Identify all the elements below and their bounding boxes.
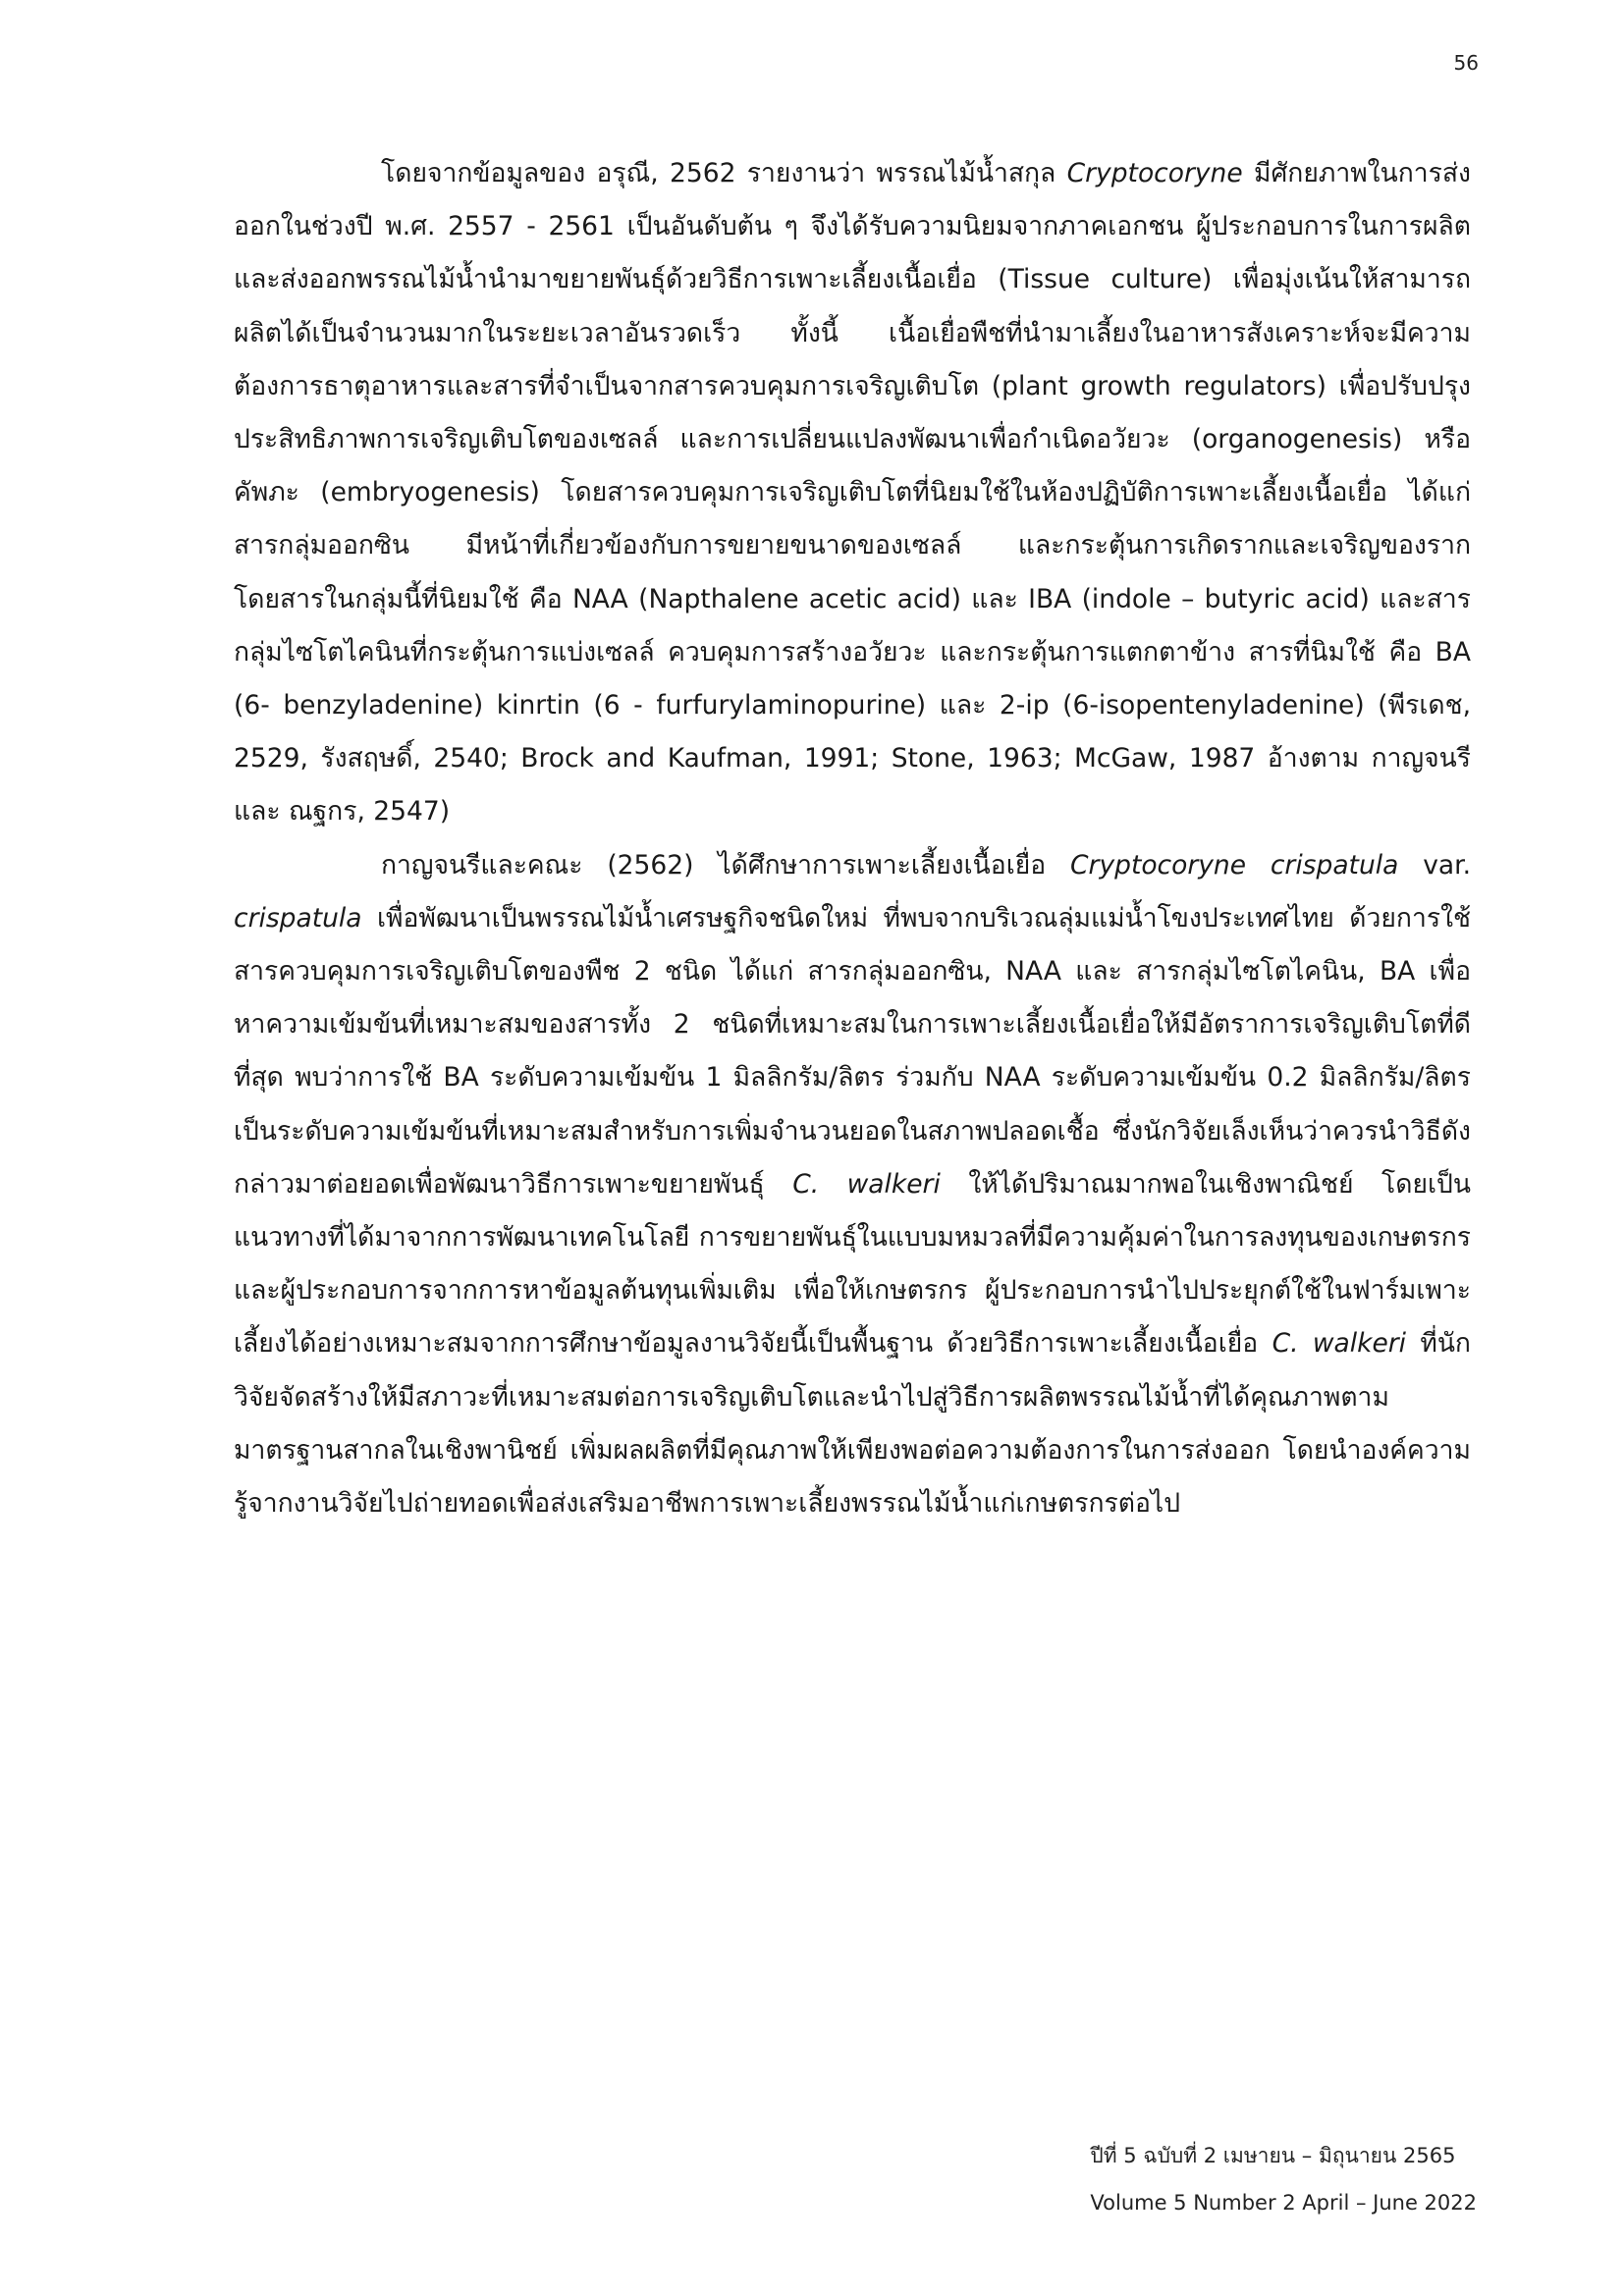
page-number: 56: [1453, 51, 1479, 75]
text-run: กาญจนรีและคณะ (2562) ได้ศึกษาการเพาะเลี้ยงเนื้อเยื่อ: [381, 849, 1071, 881]
body-text: [234, 147, 1471, 1530]
text-run-italic: crispatula: [234, 902, 362, 934]
footer-issue-thai: ปีที่ 5 ฉบับที่ 2 เมษายน – มิถุนายน 2565: [1090, 2144, 1456, 2167]
text-run: โดยจากข้อมูลของ อรุณี, 2562 รายงานว่า พรรณไม้น้ำสกุล: [381, 158, 1067, 188]
paragraph: [234, 839, 1471, 1531]
footer-issue-english: Volume 5 Number 2 April – June 2022: [1090, 2191, 1477, 2215]
text-run: ให้ได้ปริมาณมากพอในเชิงพาณิชย์ โดยเป็นแนวทางที่ได้มาจากการพัฒนาเทคโนโลยี การขยายพันธุ์ในแบบมหมวลที่มีความคุ้มค่าในการลงทุนของเกษตรกรและผู้ประกอบการจากการหาข้อมูลต้นทุนเพิ่มเติม เพื่อให้เกษตรกร ผู้ประกอบการนำไปประยุกต์ใช้ในฟาร์มเพาะเลี้ยงได้อย่างเหมาะสมจากการศึกษาข้อมูลงานวิจัยนี้เป็นพื้นฐาน ด้วยวิธีการเพาะเลี้ยงเนื้อเยื่อ: [234, 1168, 1471, 1360]
paragraph: [234, 147, 1471, 839]
text-run-italic: C. walkeri: [792, 1168, 941, 1200]
text-run-italic: Cryptocoryne crispatula: [1070, 849, 1399, 881]
text-run: เพื่อพัฒนาเป็นพรรณไม้น้ำเศรษฐกิจชนิดใหม่ ที่พบจากบริเวณลุ่มแม่น้ำโขงประเทศไทย ด้วยการใช้สารควบคุมการเจริญเติบโตของพืช 2 ชนิด ได้แก่ สารกลุ่มออกซิน, NAA และ สารกลุ่มไซโตไคนิน, BA เพื่อหาความเข้มข้นที่เหมาะสมของสารทั้ง 2 ชนิดที่เหมาะสมในการเพาะเลี้ยงเนื้อเยื่อให้มีอัตราการเจริญเติบโตที่ดีที่สุด พบว่าการใช้ BA ระดับความเข้มข้น 1 มิลลิกรัม/ลิตร ร่วมกับ NAA ระดับความเข้มข้น 0.2 มิลลิกรัม/ลิตร เป็นระดับความเข้มข้นที่เหมาะสมสำหรับการเพิ่มจำนวนยอดในสภาพปลอดเชื้อ ซึ่งนักวิจัยเล็งเห็นว่าควรนำวิธีดังกล่าวมาต่อยอดเพื่อพัฒนาวิธีการเพาะขยายพันธุ์: [234, 902, 1471, 1200]
text-run: var.: [1398, 849, 1471, 881]
text-run-italic: Cryptocoryne: [1066, 158, 1243, 188]
text-run: ที่นักวิจัยจัดสร้างให้มีสภาวะที่เหมาะสมต่อการเจริญเติบโตและนำไปสู่วิธีการผลิตพรรณไม้น้ำที่ได้คุณภาพตามมาตรฐานสากลในเชิงพานิชย์ เพิ่มผลผลิตที่มีคุณภาพให้เพียงพอต่อความต้องการในการส่งออก โดยนำองค์ความรู้จากงานวิจัยไปถ่ายทอดเพื่อส่งเสริมอาชีพการเพาะเลี้ยงพรรณไม้น้ำแก่เกษตรกรต่อไป: [234, 1328, 1471, 1520]
text-run-italic: C. walkeri: [1272, 1328, 1407, 1360]
text-run: มีศักยภาพในการส่งออกในช่วงปี พ.ศ. 2557 - 2561 เป็นอันดับต้น ๆ จึงได้รับความนิยมจากภาคเอกชน ผู้ประกอบการในการผลิตและส่งออกพรรณไม้น้ำนำมาขยายพันธุ์ด้วยวิธีการเพาะเลี้ยงเนื้อเยื่อ (Tissue culture) เพื่อมุ่งเน้นให้สามารถผลิตได้เป็นจำนวนมากในระยะเวลาอันรวดเร็ว ทั้งนี้ เนื้อเยื่อพืชที่นำมาเลี้ยงในอาหารสังเคราะห์จะมีความต้องการธาตุอาหารและสารที่จำเป็นจากสารควบคุมการเจริญเติบโต (plant growth regulators) เพื่อปรับปรุงประสิทธิภาพการเจริญเติบโตของเซลล์ และการเปลี่ยนแปลงพัฒนาเพื่อกำเนิดอวัยวะ (organogenesis) หรือคัพภะ (embryogenesis) โดยสารควบคุมการเจริญเติบโตที่นิยมใช้ในห้องปฏิบัติการเพาะเลี้ยงเนื้อเยื่อ ได้แก่ สารกลุ่มออกซิน มีหน้าที่เกี่ยวข้องกับการขยายขนาดของเซลล์ และกระตุ้นการเกิดรากและเจริญของราก โดยสารในกลุ่มนี้ที่นิยมใช้ คือ NAA (Napthalene acetic acid) และ IBA (indole – butyric acid) และสารกลุ่มไซโตไคนินที่กระตุ้นการแบ่งเซลล์ ควบคุมการสร้างอวัยวะ และกระตุ้นการแตกตาข้าง สารที่นิมใช้ คือ BA (6- benzyladenine) kinrtin (6 - furfurylaminopurine) และ 2-ip (6-isopentenyladenine) (พีรเดช, 2529, รังสฤษดิ์, 2540; Brock and Kaufman, 1991; Stone, 1963; McGaw, 1987 อ้างตาม กาญจนรี และ ณฐกร, 2547): [234, 158, 1471, 828]
footer: [1090, 2132, 1477, 2226]
